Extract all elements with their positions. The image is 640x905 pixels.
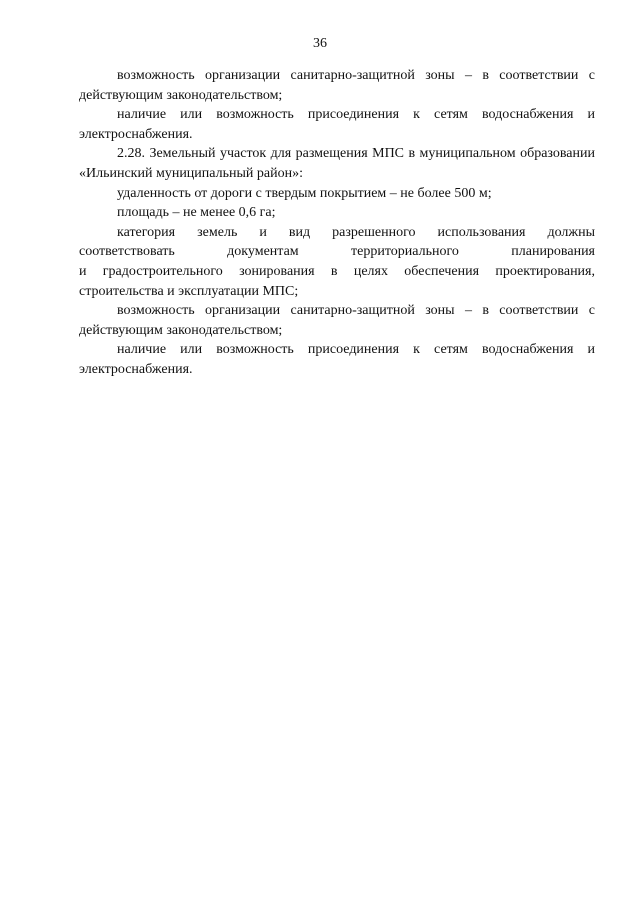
paragraph-utilities-1: наличие или возможность присоединения к сетям водоснабжения и электроснабжения. [79, 107, 595, 142]
paragraph-land-category-line-3: и градостроительного зонирования в целях обеспечения проектирования, строительства и эксплуатации МПС; [79, 263, 595, 299]
paragraph-road-distance: удаленность от дороги с твердым покрытием – не более 500 м; [117, 185, 492, 201]
document-body [79, 66, 595, 380]
paragraph-section-2-28: 2.28. Земельный участок для размещения МПС в муниципальном образовании «Ильинский муниципальный район»: [79, 146, 595, 181]
paragraph-sanitary-zone-1: возможность организации санитарно-защитной зоны – в соответствии с действующим законодательством; [79, 68, 595, 103]
paragraph-utilities-2: наличие или возможность присоединения к сетям водоснабжения и электроснабжения. [79, 342, 595, 377]
paragraph-area: площадь – не менее 0,6 га; [117, 205, 276, 221]
paragraph-land-category-line-1: категория земель и вид разрешенного использования должны [117, 224, 595, 240]
paragraph-land-category-line-2: соответствовать документам территориального планирования [79, 244, 595, 260]
paragraph-sanitary-zone-2: возможность организации санитарно-защитной зоны – в соответствии с действующим законодательством; [79, 303, 595, 338]
page-number: 36 [313, 36, 327, 51]
